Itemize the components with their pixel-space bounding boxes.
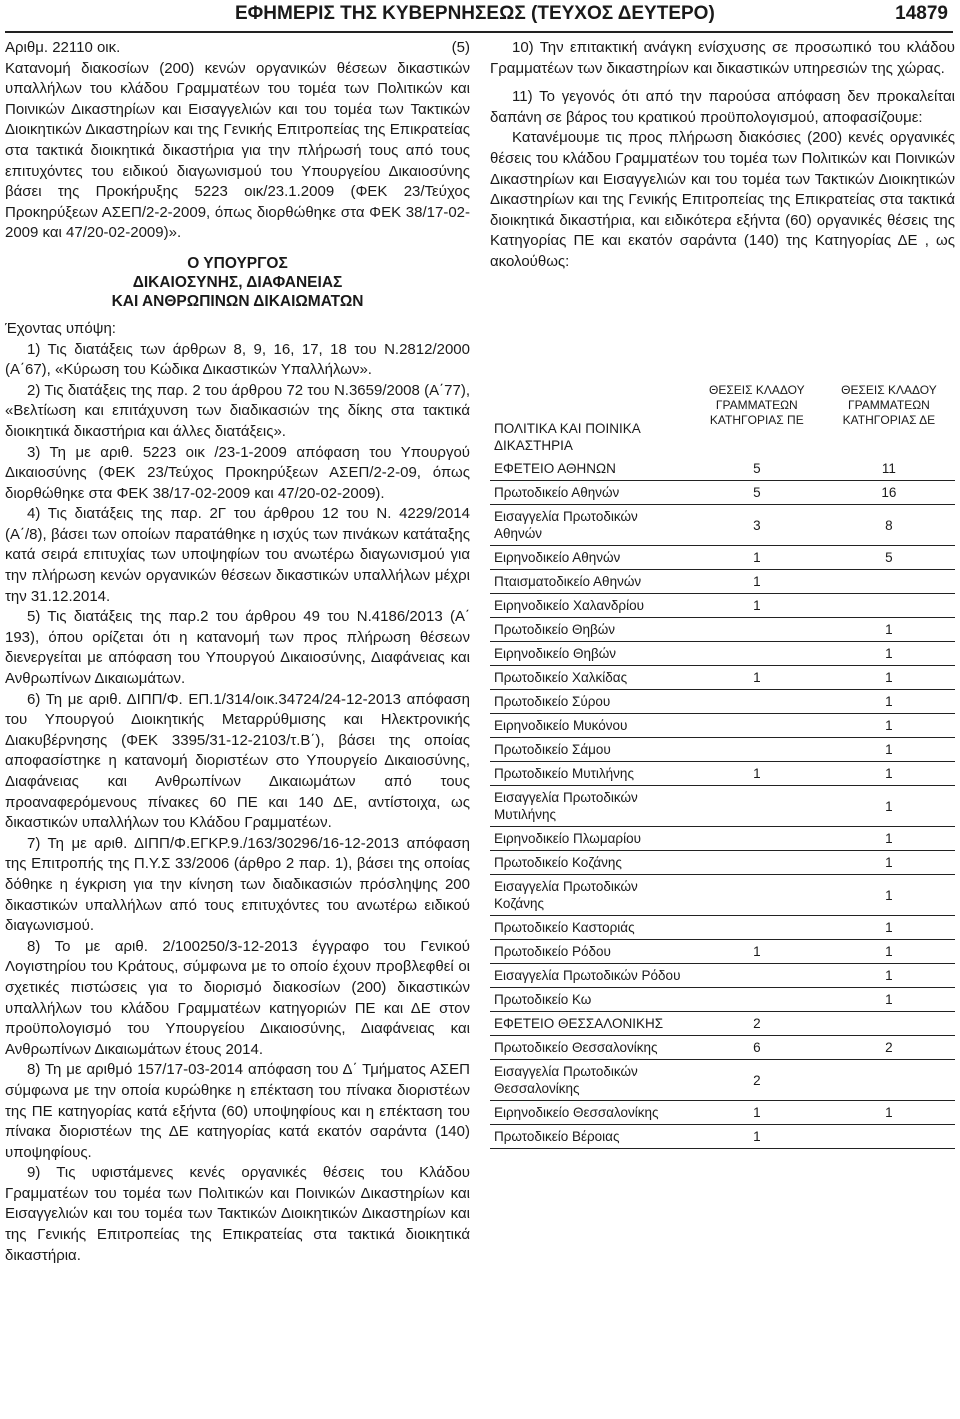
table-row [490, 1036, 955, 1060]
de-positions: 1 [823, 618, 955, 642]
table-row [490, 1060, 955, 1101]
pe-positions [691, 964, 823, 988]
court-name: Ειρηνοδικείο Μυκόνου [490, 714, 691, 738]
decision-intro: Κατανομή διακοσίων (200) κενών οργανικών θέσεων δικαστικών υπαλλήλων του κλάδου Γραμματέων του τομέα των Πολιτικών και Ποινικών Δικαστηρίων και Εισαγγελιών και του τομέα των Τακτικών Διοικητικών Δικαστηρίων και της Γενικής Επιτροπείας της Επικρατείας στα τακτικά διοικητικά δικαστήρια για την πλήρωσή τους από τους επιτυχόντες του ειδικού διαγωνισμού του Υπουργείου Δικαιοσύνης βάσει της Προκήρυξης 5223 οικ/23.1.2009 (ΦΕΚ 23/Τεύχος Προκηρύξεων ΑΣΕΠ/2-2-2009, όπως διορθώθηκε στα ΦΕΚ 38/17-02-2009 και 47/20-02-2009)». [5, 59, 470, 242]
col-header-pe: ΘΕΣΕΙΣ ΚΛΑΔΟΥ ΓΡΑΜΜΑΤΕΩΝ ΚΑΤΗΓΟΡΙΑΣ ΠΕ [709, 383, 805, 427]
court-name: Πρωτοδικείο Ρόδου [490, 940, 691, 964]
de-positions: 11 [823, 457, 955, 481]
gazette-title: ΕΦΗΜΕΡΙΣ ΤΗΣ ΚΥΒΕΡΝΗΣΕΩΣ (ΤΕΥΧΟΣ ΔΕΥΤΕΡΟ) [235, 3, 715, 24]
clause-1: 1) Τις διατάξεις των άρθρων 8, 9, 16, 17, 18 του Ν.2812/2000 (Α΄67), «Κύρωση του Κώδικα Δικαστικών Υπαλλήλων». [5, 340, 470, 379]
pe-positions: 1 [691, 1101, 823, 1125]
court-name: Εισαγγελία Πρωτοδικών Αθηνών [490, 505, 691, 546]
header-rule [5, 31, 953, 33]
decision-index: (5) [451, 39, 470, 56]
pe-positions [691, 827, 823, 851]
pe-positions: 1 [691, 1125, 823, 1149]
court-name: Εισαγγελία Πρωτοδικών Μυτιλήνης [490, 786, 691, 827]
de-positions [823, 1125, 955, 1149]
minister-title-line-3: ΚΑΙ ΑΝΘΡΩΠΙΝΩΝ ΔΙΚΑΙΩΜΑΤΩΝ [111, 292, 364, 310]
pe-positions [691, 714, 823, 738]
court-name: Πρωτοδικείο Καστοριάς [490, 916, 691, 940]
table-row [490, 964, 955, 988]
pe-positions: 1 [691, 940, 823, 964]
court-name: Πρωτοδικείο Σύρου [490, 690, 691, 714]
table-row [490, 916, 955, 940]
de-positions: 8 [823, 505, 955, 546]
pe-positions: 1 [691, 594, 823, 618]
table-row [490, 642, 955, 666]
page-number: 14879 [895, 3, 948, 24]
court-name: Πρωτοδικείο Κω [490, 988, 691, 1012]
table-row [490, 786, 955, 827]
de-positions: 1 [823, 827, 955, 851]
de-positions: 16 [823, 481, 955, 505]
clause-6: 6) Τη με αριθ. ΔΙΠΠ/Φ. ΕΠ.1/314/οικ.34724/24-12-2013 απόφαση του Υπουργού Διοικητικής Μεταρρύθμισης και Ηλεκτρονικής Διακυβέρνησης (ΦΕΚ 3395/31-12-2103/τ.Β΄), βάσει της οποίας αποφασίστηκε η κατανομή διοριστέων στο Υπουργείο Δικαιοσύνης, Διαφάνειας και Ανθρωπίνων Δικαιωμάτων από τους προαναφερόμενους πίνακες 60 ΠΕ και 140 ΔΕ, αντίστοιχα, ως δικαστικών υπαλλήλων του Κλάδου Γραμματέων. [5, 690, 470, 832]
court-name: Ειρηνοδικείο Θεσσαλονίκης [490, 1101, 691, 1125]
clause-5: 5) Τις διατάξεις της παρ.2 του άρθρου 49 του Ν.4186/2013 (Α΄ 193), όπου ορίζεται ότι η κατανομή των προς πλήρωση θέσεων διενεργείται με απόφαση του Υπουργού Δικαιοσύνης, Διαφάνειας και Ανθρωπίνων Δικαιωμάτων. [5, 608, 470, 688]
table-row [490, 738, 955, 762]
de-positions: 1 [823, 786, 955, 827]
table-row [490, 827, 955, 851]
court-name: ΕΦΕΤΕΙΟ ΑΘΗΝΩΝ [490, 457, 691, 481]
table-row [490, 594, 955, 618]
pe-positions [691, 851, 823, 875]
de-positions [823, 594, 955, 618]
table-row [490, 1012, 955, 1036]
table-row [490, 546, 955, 570]
table-header-row [490, 380, 955, 457]
page-header [0, 0, 960, 30]
de-positions: 1 [823, 666, 955, 690]
decision-text: Κατανέμουμε τις προς πλήρωση διακόσιες (200) κενές οργανικές θέσεις του κλάδου Γραμματέων του τομέα των Πολιτικών και Ποινικών Δικαστηρίων και Εισαγγελιών και του τομέα των Τακτικών Διοικητικών Δικαστηρίων και της Γενικής Επιτροπείας της Επικρατείας στα τακτικά διοικητικά δικαστήρια, και ειδικότερα εξήντα (60) οργανικές θέσεις της Κατηγορίας ΠΕ και εκατόν σαράντα (140) της Κατηγορίας ΔΕ , ως ακολούθως: [490, 129, 955, 270]
de-positions: 1 [823, 988, 955, 1012]
table-row [490, 1125, 955, 1149]
clause-2: 2) Τις διατάξεις της παρ. 2 του άρθρου 72 του Ν.3659/2008 (Α΄77), «Βελτίωση και επιτάχυνση των διαδικασιών της δίκης στα τακτικά διοικητικά δικαστήρια και άλλες διατάξεις». [5, 381, 470, 440]
court-name: Ειρηνοδικείο Αθηνών [490, 546, 691, 570]
pe-positions [691, 642, 823, 666]
de-positions: 5 [823, 546, 955, 570]
table-row [490, 457, 955, 481]
pe-positions [691, 988, 823, 1012]
pe-positions [691, 618, 823, 642]
de-positions: 1 [823, 714, 955, 738]
court-name: Πρωτοδικείο Θηβών [490, 618, 691, 642]
pe-positions: 1 [691, 762, 823, 786]
left-column [5, 38, 470, 1266]
clause-7: 7) Τη με αριθ. ΔΙΠΠ/Φ.ΕΓΚΡ.9./163/30296/16-12-2013 απόφαση της Επιτροπής της Π.Υ.Σ 33/2006 (άρθρο 2 παρ. 1), βάσει της οποίας δόθηκε η έγκριση για την κίνηση των διαδικασιών πρόσληψης 200 δικαστικών υπαλλήλων από τους επιτυχόντες του ανωτέρω ειδικού διαγωνισμού. [5, 834, 470, 935]
table-row [490, 1101, 955, 1125]
de-positions: 1 [823, 875, 955, 916]
court-name: Πρωτοδικείο Σάμου [490, 738, 691, 762]
pe-positions: 2 [691, 1012, 823, 1036]
table-row [490, 570, 955, 594]
court-name: Πρωτοδικείο Κοζάνης [490, 851, 691, 875]
pe-positions: 3 [691, 505, 823, 546]
table-row [490, 940, 955, 964]
pe-positions: 6 [691, 1036, 823, 1060]
table-row [490, 690, 955, 714]
de-positions: 1 [823, 851, 955, 875]
decision-number: Αριθμ. 22110 οικ. [5, 39, 121, 56]
de-positions: 1 [823, 738, 955, 762]
clause-3: 3) Τη με αριθ. 5223 οικ /23-1-2009 απόφαση του Υπουργού Δικαιοσύνης (ΦΕΚ 23/Τεύχος Προκηρύξεων ΑΣΕΠ/2-2-09, όπως διορθώθηκε στα ΦΕΚ 38/17-02-2009 και 47/20-02-2009). [5, 443, 470, 502]
clause-9: 9) Τις υφιστάμενες κενές οργανικές θέσεις του Κλάδου Γραμματέων του τομέα των Πολιτικών και Ποινικών Δικαστηρίων και Εισαγγελιών και του τομέα των Τακτικών Διοικητικών Δικαστηρίων και της Γενικής Επιτροπείας της Επικρατείας στα τακτικά διοικητικά δικαστήρια. [5, 1164, 470, 1264]
de-positions [823, 1012, 955, 1036]
clause-11: 11) Το γεγονός ότι από την παρούσα απόφαση δεν προκαλείται δαπάνη σε βάρος του κρατικού προϋπολογισμού, αποφασίζουμε: [490, 88, 955, 126]
col-header-courts: ΠΟΛΙΤΙΚΑ ΚΑΙ ΠΟΙΝΙΚΑ ΔΙΚΑΣΤΗΡΙΑ [494, 421, 641, 453]
right-column [490, 38, 955, 273]
court-name: Πταισματοδικείο Αθηνών [490, 570, 691, 594]
de-positions: 1 [823, 916, 955, 940]
table-row [490, 505, 955, 546]
minister-title [5, 254, 470, 311]
court-name: Εισαγγελία Πρωτοδικών Θεσσαλονίκης [490, 1060, 691, 1101]
court-name: Ειρηνοδικείο Χαλανδρίου [490, 594, 691, 618]
de-positions: 2 [823, 1036, 955, 1060]
pe-positions [691, 916, 823, 940]
table-row [490, 618, 955, 642]
pe-positions [691, 738, 823, 762]
pe-positions: 1 [691, 570, 823, 594]
table-row [490, 988, 955, 1012]
pe-positions: 5 [691, 457, 823, 481]
de-positions [823, 1060, 955, 1101]
pe-positions: 5 [691, 481, 823, 505]
allocation-table [490, 380, 955, 1149]
court-name: Πρωτοδικείο Θεσσαλονίκης [490, 1036, 691, 1060]
pe-positions: 2 [691, 1060, 823, 1101]
court-name: Ειρηνοδικείο Θηβών [490, 642, 691, 666]
pe-positions [691, 875, 823, 916]
minister-title-line-1: Ο ΥΠΟΥΡΓΟΣ [187, 254, 288, 272]
de-positions: 1 [823, 690, 955, 714]
having-regard: Έχοντας υπόψη: [5, 319, 116, 337]
table-row [490, 714, 955, 738]
pe-positions: 1 [691, 666, 823, 690]
de-positions: 1 [823, 964, 955, 988]
court-name: Πρωτοδικείο Χαλκίδας [490, 666, 691, 690]
decision-number-line [5, 38, 470, 59]
clause-8: 8) Το με αριθ. 2/100250/3-12-2013 έγγραφο του Γενικού Λογιστηρίου του Κράτους, σύμφωνα με το οποίο έχουν προβλεφθεί οι σχετικές πιστώσεις για το διορισμό διακοσίων (200) δικαστικών υπαλλήλων του κλάδου Γραμματέων κατηγοριών ΠΕ και ΔΕ στον προϋπολογισμό του Υπουργείου Δικαιοσύνης, Διαφάνειας και Ανθρωπίνων Δικαιωμάτων έτους 2014. [5, 937, 470, 1058]
pe-positions: 1 [691, 546, 823, 570]
pe-positions [691, 786, 823, 827]
court-name: ΕΦΕΤΕΙΟ ΘΕΣΣΑΛΟΝΙΚΗΣ [490, 1012, 691, 1036]
table-row [490, 481, 955, 505]
clause-4: 4) Τις διατάξεις της παρ. 2Γ του άρθρου 12 του Ν. 4229/2014 (Α΄/8), βάσει των οποίων παρατάθηκε η ισχύς των πινάκων κατάταξης κατά σειρά επιτυχίας των υποψηφίων του ανωτέρω διαγωνισμού για την πλήρωση κενών οργανικών θέσεων δικαστικών υπαλλήλων μέχρι την 31.12.2014. [5, 505, 470, 605]
court-name: Ειρηνοδικείο Πλωμαρίου [490, 827, 691, 851]
clause-10: 10) Την επιτακτική ανάγκη ενίσχυσης σε προσωπικό του κλάδου Γραμματέων των δικαστηρίων και δικαστικών υπηρεσιών της χώρας. [490, 39, 955, 77]
col-header-de: ΘΕΣΕΙΣ ΚΛΑΔΟΥ ΓΡΑΜΜΑΤΕΩΝ ΚΑΤΗΓΟΡΙΑΣ ΔΕ [841, 383, 937, 427]
de-positions [823, 570, 955, 594]
de-positions: 1 [823, 642, 955, 666]
court-name: Εισαγγελία Πρωτοδικών Κοζάνης [490, 875, 691, 916]
court-name: Πρωτοδικείο Μυτιλήνης [490, 762, 691, 786]
de-positions: 1 [823, 762, 955, 786]
court-name: Πρωτοδικείο Βέροιας [490, 1125, 691, 1149]
clause-8b: 8) Τη με αριθμό 157/17-03-2014 απόφαση του Δ΄ Τμήματος ΑΣΕΠ σύμφωνα με την οποία κυρώθηκε η επέκταση του πίνακα διοριστέων της ΠΕ κατηγορίας κατά εξήντα (60) υποψηφίους και η επέκταση του πίνακα διοριστέων της ΔΕ κατηγορίας κατά εκατόν σαράντα (140) υποψηφίους. [5, 1061, 470, 1161]
table-row [490, 875, 955, 916]
court-name: Εισαγγελία Πρωτοδικών Ρόδου [490, 964, 691, 988]
de-positions: 1 [823, 1101, 955, 1125]
court-name: Πρωτοδικείο Αθηνών [490, 481, 691, 505]
table-row [490, 851, 955, 875]
pe-positions [691, 690, 823, 714]
table-row [490, 666, 955, 690]
minister-title-line-2: ΔΙΚΑΙΟΣΥΝΗΣ, ΔΙΑΦΑΝΕΙΑΣ [132, 273, 343, 291]
de-positions: 1 [823, 940, 955, 964]
table-row [490, 762, 955, 786]
